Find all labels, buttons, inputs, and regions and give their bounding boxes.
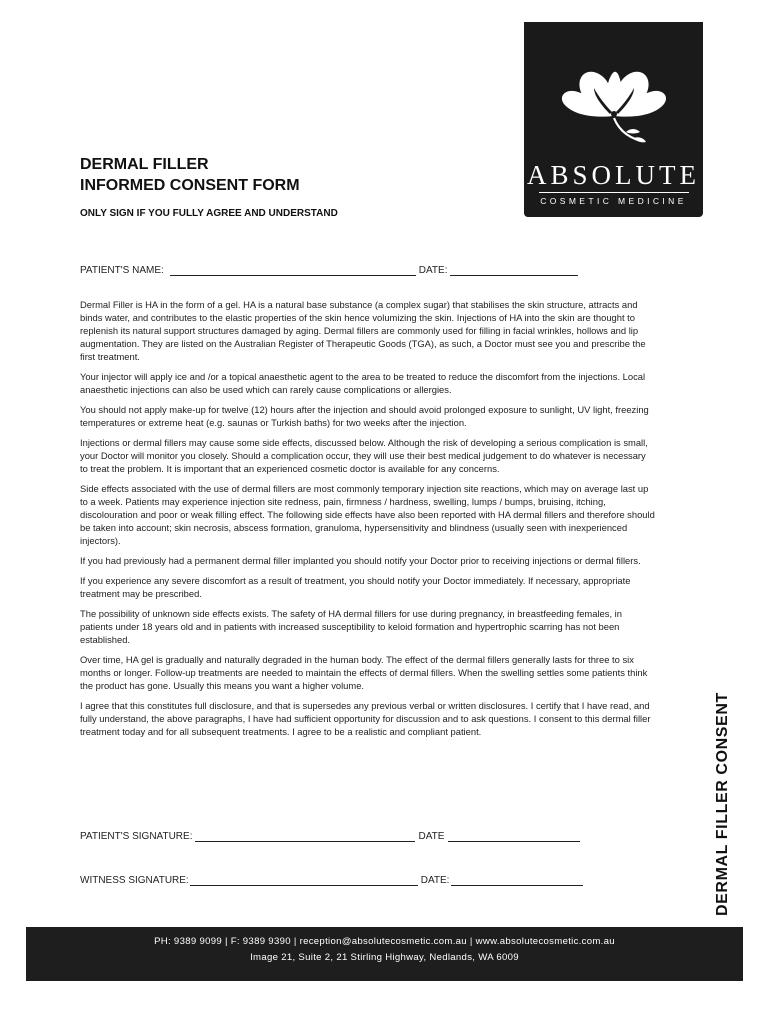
- patient-signature-row: [80, 830, 583, 842]
- patient-signature-field[interactable]: [195, 830, 415, 842]
- date-label: DATE:: [418, 265, 448, 276]
- form-subtitle: ONLY SIGN IF YOU FULLY AGREE AND UNDERSTAND: [80, 208, 338, 219]
- witness-date-label: DATE:: [420, 875, 450, 886]
- paragraph: If you had previously had a permanent dermal filler implanted you should notify your Doctor prior to receiving injections or dermal fillers.: [80, 555, 641, 566]
- paragraph: You should not apply make-up for twelve (12) hours after the injection and should avoid prolonged exposure to sunlight, UV light, freezing temperatures or extreme heat (e.g. saunas or Turkish baths) for two weeks after the injection.: [80, 404, 649, 428]
- paragraph: Your injector will apply ice and /or a topical anaesthetic agent to the area to be treated to reduce the discomfort from the injections. Local anaesthetic injections can also be used which can rarely cause complications or allergies.: [80, 371, 646, 395]
- patient-name-row: [80, 264, 581, 276]
- paragraph: The possibility of unknown side effects exists. The safety of HA dermal fillers for use during pregnancy, in breastfeeding females, in patients under 18 years old and in patients with increased susceptibility to keloid formation and hypertrophic scarring has not been established.: [80, 608, 622, 645]
- footer-contact: PH: 9389 9099 | F: 9389 9390 | reception@absolutecosmetic.com.au | www.absolutecosmetic.com.au: [154, 936, 615, 947]
- patient-name-label: PATIENT'S NAME:: [80, 265, 164, 276]
- signature-date-field[interactable]: [448, 830, 580, 842]
- footer-address: Image 21, Suite 2, 21 Stirling Highway, Nedlands, WA 6009: [250, 952, 519, 963]
- brand-logo-block: [524, 22, 703, 217]
- consent-body: [80, 298, 656, 745]
- form-title-line2: INFORMED CONSENT FORM: [80, 177, 300, 194]
- paragraph: Dermal Filler is HA in the form of a gel. HA is a natural base substance (a complex sugar) that stabilises the skin structure, attracts and binds water, and contributes to the elastic properties of the skin hence volumizing the skin. Injections of HA into the skin are thought to replenish its natural support structures damaged by aging. Dermal fillers are commonly used for filling in facial wrinkles, hollows and lip augmentation. They are listed on the Australian Register of Therapeutic Goods (TGA), as such, a Doctor must see you and prescribe the first treatment.: [80, 299, 646, 362]
- signature-date-label: DATE: [418, 831, 445, 842]
- witness-signature-field[interactable]: [190, 874, 418, 886]
- paragraph: If you experience any severe discomfort as a result of treatment, you should notify your Doctor immediately. If necessary, appropriate treatment may be prescribed.: [80, 575, 631, 599]
- side-label: DERMAL FILLER CONSENT: [714, 692, 731, 916]
- brand-divider: [539, 192, 689, 193]
- paragraph: Over time, HA gel is gradually and naturally degraded in the human body. The effect of the dermal fillers generally lasts for three to six months or longer. Follow-up treatments are needed to maintain the effects of dermal fillers. When the swelling settles some patients think the product has gone. Usually this means you want a higher volume.: [80, 654, 648, 691]
- form-title-line1: DERMAL FILLER: [80, 156, 209, 173]
- brand-tagline: COSMETIC MEDICINE: [540, 196, 687, 206]
- patient-name-field[interactable]: [170, 264, 416, 276]
- patient-signature-label: PATIENT'S SIGNATURE:: [80, 831, 193, 842]
- paragraph: Side effects associated with the use of dermal fillers are most commonly temporary injection site reactions, which may on average last up to a week. Patients may experience injection site redness, pain, firmness / hardness, swelling, lumps / bumps, bruising, itching, discolouration and poor or weak filling effect. The following side effects have also been reported with HA dermal fillers and therefore should be taken into account; skin necrosis, abscess formation, granuloma, hypersensitivity and blindness (usually seen with inexperienced injectors).: [80, 483, 655, 546]
- witness-signature-row: [80, 874, 586, 886]
- flower-logo-icon: [554, 66, 674, 156]
- witness-date-field[interactable]: [451, 874, 583, 886]
- witness-signature-label: WITNESS SIGNATURE:: [80, 875, 189, 886]
- footer: [26, 927, 743, 981]
- brand-name: ABSOLUTE: [527, 160, 700, 190]
- form-title: [80, 154, 480, 196]
- paragraph: Injections or dermal fillers may cause some side effects, discussed below. Although the risk of developing a serious complication is small, your Doctor will monitor you closely. Should a complication occur, they will use their best medical judgement to do whatever is necessary to treat the problem. It is important that an experienced cosmetic doctor is available for any concerns.: [80, 437, 648, 474]
- date-field[interactable]: [450, 264, 578, 276]
- paragraph: I agree that this constitutes full disclosure, and that is supersedes any previous verbal or written disclosures. I certify that I have read, and fully understand, the above paragraphs, I have had sufficient opportunity for discussion and to ask questions. I consent to this dermal filler treatment today and for all subsequent treatments. I agree to be a realistic and compliant patient.: [80, 700, 651, 737]
